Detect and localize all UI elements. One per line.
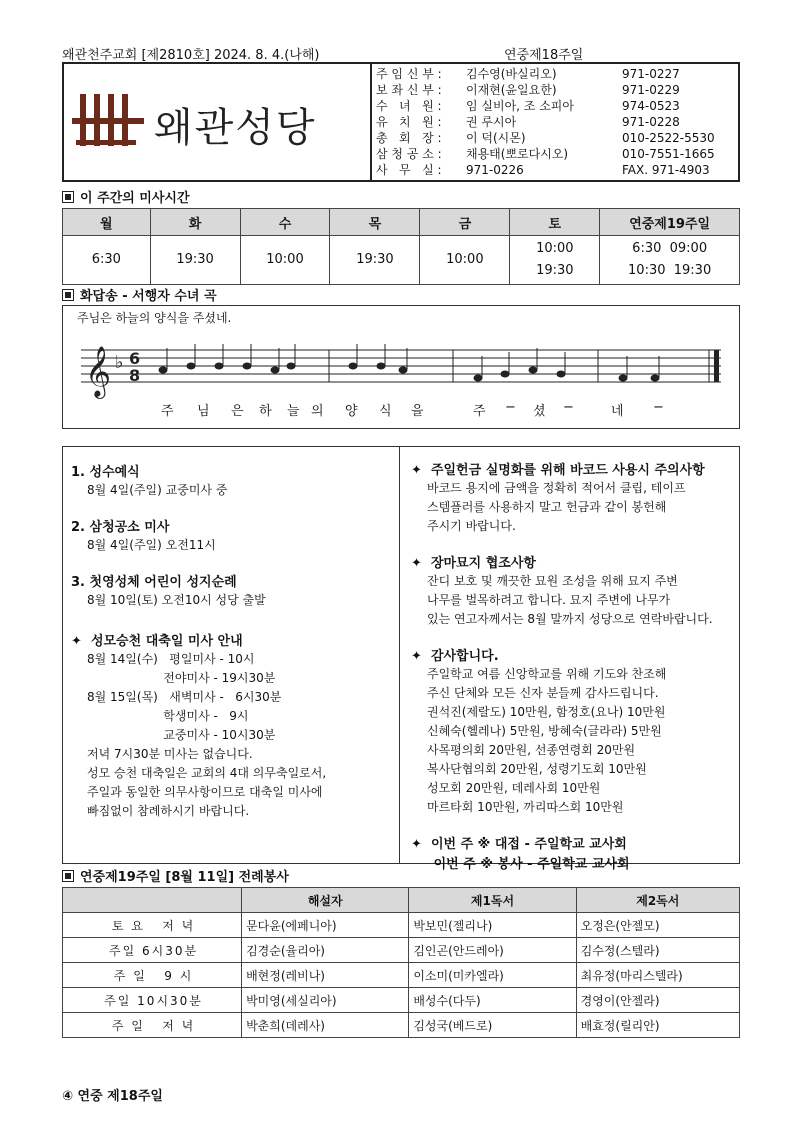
masthead [62,42,742,64]
lyric-syllable: − [653,400,664,415]
staff-role: 유 치 원 : [376,115,442,129]
mass-time: 6:30 09:00 [632,241,708,256]
notice-line: 잔디 보호 및 깨끗한 묘원 조성을 위해 묘지 주변 [427,574,678,588]
mass-day-header: 토 [510,209,600,236]
staff-phone: FAX. 971-4903 [622,163,710,177]
notice-line: 성모 승천 대축일은 교회의 4대 의무축일로서, [87,766,327,780]
svg-text:♭: ♭ [115,352,124,373]
music-score [63,330,739,400]
notice-line: 스템플러를 사용하지 말고 헌금과 같이 봉헌해 [427,500,667,514]
notice-line: 8월 10일(토) 오전10시 성당 출발 [87,593,266,607]
staff-name: 이재현(윤일요한) [466,83,557,97]
mass-day-header: 수 [240,209,330,236]
note-head [651,375,660,382]
lyric-syllable: 늘 [287,404,300,419]
notice-line: 복사단협의회 20만원, 성령기도회 10만원 [427,762,647,776]
notice-line: 저녁 7시30분 미사는 없습니다. [87,747,253,761]
mass-time-cell [150,236,240,285]
staff-phone: 971-0229 [622,83,680,97]
square-bullet-icon [62,870,74,882]
mass-time-cell [330,236,420,285]
church-logo-icon [72,90,152,150]
notice-line: 바코드 용지에 금액을 정확히 적어서 클립, 테이프 [427,481,686,495]
note-head [474,375,483,382]
notice-heading: ✦ 성모승천 대축일 미사 안내 [71,634,243,649]
notice-line: 신혜숙(헬레나) 5만원, 방혜숙(글라라) 5만원 [427,724,662,738]
service-row [63,1013,740,1038]
lyric-syllable: − [563,400,574,415]
staff-row [374,66,738,82]
staff-name: 김수영(바실리오) [466,67,557,81]
mass-time: 10:00 [536,241,574,256]
notice-line: 학생미사 - 9시 [87,709,249,723]
mass-time-cell [600,236,740,285]
notice-box [62,446,740,872]
staff-phone: 010-7551-1665 [622,147,715,161]
service-person: 김인곤(안드레아) [409,938,576,963]
service-row [63,988,740,1013]
staff-name: 이 덕(시몬) [466,131,526,145]
staff-name: 971-0226 [466,163,524,177]
note-head [619,375,628,382]
staff-phone: 010-2522-5530 [622,131,715,145]
service-person: 박보민(젤리나) [409,913,576,938]
svg-text:8: 8 [129,366,141,385]
staff-phone: 971-0227 [622,67,680,81]
service-person: 박미영(세실리아) [242,988,409,1013]
service-time: 주 일 9 시 [63,963,242,988]
song-section-title: 화답송 - 서행자 수녀 곡 [62,285,217,304]
note-head [159,367,168,374]
page-footer: ④ 연중 제18주일 [62,1089,163,1104]
staff-name: 권 루시아 [466,115,517,129]
note-head [287,363,296,370]
song-box [62,305,740,429]
service-time: 주 일 저 녁 [63,1013,242,1038]
staff-row [374,98,738,114]
lyric-syllable: − [505,400,516,415]
liturgical-day: 연중제18주일 [504,48,584,63]
notice-heading: ✦ 감사합니다. [411,649,499,664]
mass-day-header: 화 [150,209,240,236]
service-header: 제2독서 [576,888,739,913]
mass-time: 10:00 [266,252,304,267]
service-person: 경영이(안젤라) [576,988,739,1013]
lyric-syllable: 주 [161,404,174,419]
mass-time-cell [510,236,600,285]
mass-time: 10:00 [446,252,484,267]
service-person: 배효정(릴리안) [576,1013,739,1038]
issue-info: 왜관천주교회 [제2810호] 2024. 8. 4.(나해) [62,48,320,63]
staff-row [374,146,738,162]
note-head [271,367,280,374]
mass-time-cell [63,236,151,285]
note-head [377,363,386,370]
service-person: 배성수(다두) [409,988,576,1013]
staff-row [374,162,738,178]
treble-clef-icon: 𝄞 [85,346,112,397]
song-text: 주님은 하늘의 양식을 주셨네. [77,311,232,325]
notice-line: 사목평의회 20만원, 선종연령회 20만원 [427,743,636,757]
staff-directory [374,66,738,178]
lyric-syllable: 주 [473,404,486,419]
service-person: 김수정(스텔라) [576,938,739,963]
note-head [399,367,408,374]
notice-line: 빠짐없이 참례하시기 바랍니다. [87,804,250,818]
notice-line: 주시기 바랍니다. [427,519,516,533]
svg-text:6: 6 [129,349,141,368]
staff-role: 삼 청 공 소 : [376,147,442,161]
staff-role: 사 무 실 : [376,163,442,177]
service-row [63,963,740,988]
mass-time: 6:30 [91,252,121,267]
logo [64,64,372,180]
staff-phone: 974-0523 [622,99,680,113]
liturgy-service-table [62,887,740,1038]
mass-day-header: 금 [420,209,510,236]
note-head [501,371,510,378]
mass-time: 19:30 [356,252,394,267]
notice-line: 교중미사 - 10시30분 [87,728,276,742]
note-head [243,363,252,370]
lyric-syllable: 네 [611,404,624,419]
staff-role: 보 좌 신 부 : [376,83,442,97]
note-head [187,363,196,370]
notice-line: 8월 4일(주일) 교중미사 중 [87,483,228,497]
service-person: 이소미(미카엘라) [409,963,576,988]
notice-heading: 이번 주 ※ 봉사 - 주일학교 교사회 [411,857,630,872]
service-section-title: 연중제19주일 [8월 11일] 전례봉사 [62,866,289,885]
lyric-syllable: 양 [345,404,358,419]
notice-line: 8월 15일(목) 새벽미사 - 6시30분 [87,690,282,704]
notice-heading: ✦ 주일헌금 실명화를 위해 바코드 사용시 주의사항 [411,463,705,478]
notice-line: 전야미사 - 19시30분 [87,671,276,685]
mass-time: 19:30 [176,252,214,267]
lyric-syllable: 하 [259,404,272,419]
staff-name: 임 실비아, 조 소피아 [466,99,574,113]
notice-line: 나무를 벌목하려고 합니다. 묘지 주변에 나무가 [427,593,671,607]
notice-line: 주일과 동일한 의무사항이므로 대축일 미사에 [87,785,323,799]
lyric-syllable: 은 [231,404,244,419]
staff-role: 수 녀 원 : [376,99,442,113]
square-bullet-icon [62,191,74,203]
note-head [349,363,358,370]
mass-day-header: 월 [63,209,151,236]
notice-heading: 2. 삼청공소 미사 [71,520,170,535]
mass-schedule-table [62,208,740,285]
staff-row [374,82,738,98]
notice-line: 8월 4일(주일) 오전11시 [87,538,216,552]
mass-time: 19:30 [536,263,574,278]
lyric-syllable: 의 [311,404,324,419]
logo-text: 왜관성당 [154,105,317,151]
service-person: 김성국(베드로) [409,1013,576,1038]
notice-line: 8월 14일(수) 평일미사 - 10시 [87,652,255,666]
notice-heading: 1. 성수예식 [71,465,140,480]
notice-line: 성모회 20만원, 데레사회 10만원 [427,781,601,795]
mass-day-header: 연중제19주일 [600,209,740,236]
notice-heading: 3. 첫영성체 어린이 성지순례 [71,575,237,590]
service-person: 오정은(안젤모) [576,913,739,938]
service-row [63,913,740,938]
note-head [557,371,566,378]
notice-line: 마르타회 10만원, 까리따스회 10만원 [427,800,624,814]
service-person: 최유정(마리스텔라) [576,963,739,988]
note-head [215,363,224,370]
service-person: 배현정(레비나) [242,963,409,988]
lyric-syllable: 을 [411,404,424,419]
service-header [63,888,242,913]
note-head [529,367,538,374]
lyric-syllable: 식 [379,404,392,419]
staff-row [374,130,738,146]
staff-phone: 971-0228 [622,115,680,129]
square-bullet-icon [62,289,74,301]
service-header: 제1독서 [409,888,576,913]
notice-line: 권석진(제랄도) 10만원, 함정호(요나) 10만원 [427,705,666,719]
service-time: 토 요 저 녁 [63,913,242,938]
service-row [63,938,740,963]
staff-role: 총 회 장 : [376,131,442,145]
service-person: 문다윤(에페니아) [242,913,409,938]
mass-time-cell [420,236,510,285]
staff-name: 채용태(뽀로다시오) [466,147,569,161]
mass-section-title: 이 주간의 미사시간 [62,187,190,206]
notice-heading: ✦ 이번 주 ※ 대접 - 주일학교 교사회 [411,837,627,852]
lyric-syllable: 셨 [533,404,546,419]
service-header: 해설자 [242,888,409,913]
notice-heading: ✦ 장마묘지 협조사항 [411,556,536,571]
header-box [62,62,740,182]
notice-line: 있는 연고자께서는 8월 말까지 성당으로 연락바랍니다. [427,612,713,626]
lyric-syllable: 님 [197,404,210,419]
mass-time-cell [240,236,330,285]
service-time: 주일 10시30분 [63,988,242,1013]
notice-line: 주일학교 여름 신앙학교를 위해 기도와 찬조해 [427,667,667,681]
staff-role: 주 임 신 부 : [376,67,442,81]
staff-row [374,114,738,130]
notice-line: 주신 단체와 모든 신자 분들께 감사드립니다. [427,686,659,700]
service-person: 박춘희(데레사) [242,1013,409,1038]
mass-time: 10:30 19:30 [628,263,712,278]
mass-day-header: 목 [330,209,420,236]
service-time: 주일 6시30분 [63,938,242,963]
service-person: 김경순(율리아) [242,938,409,963]
